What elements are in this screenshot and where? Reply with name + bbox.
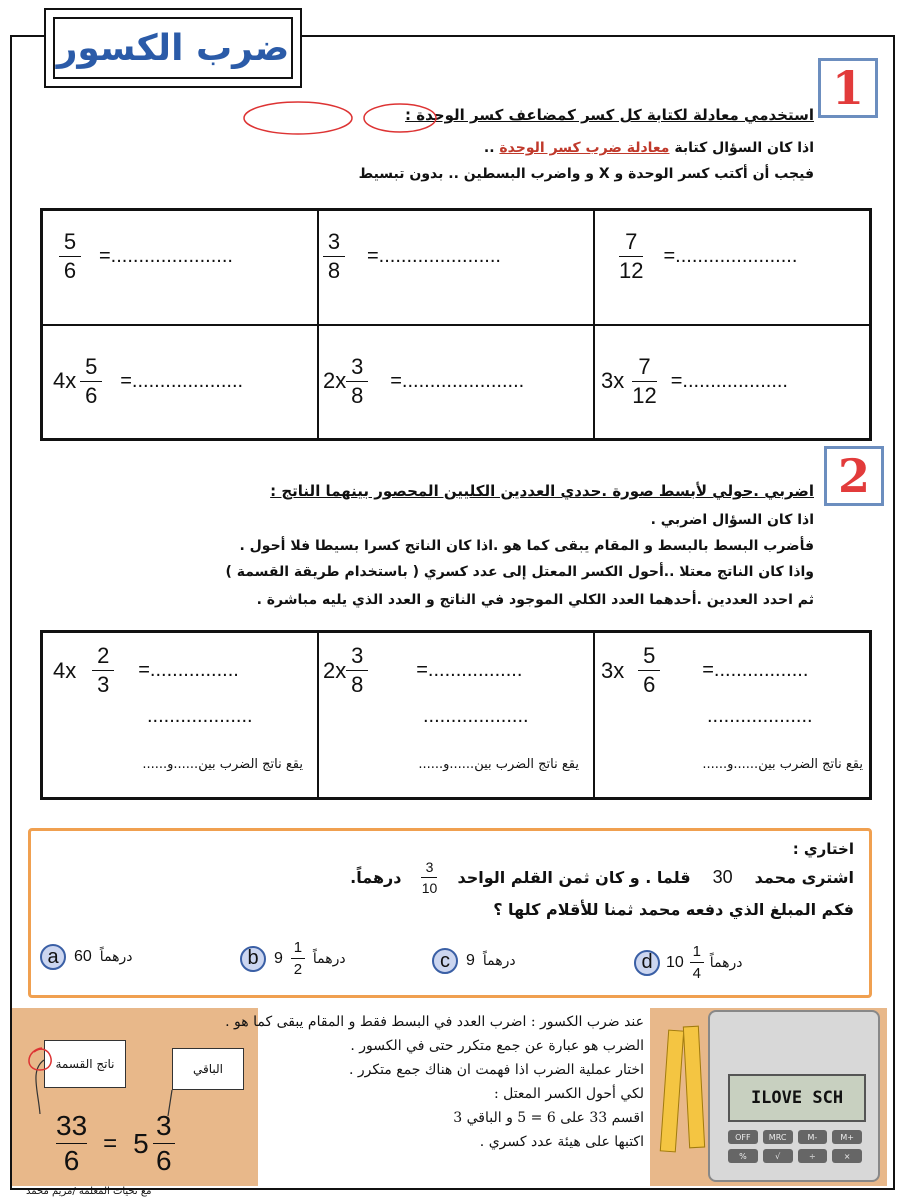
page-title: ضرب الكسور — [53, 17, 293, 79]
tip-line: اختار عملية الضرب اذا فهمت ان هناك جمع متكرر . — [348, 1062, 644, 1078]
answer-blank[interactable]: =...................... — [663, 245, 798, 267]
calculator-key: × — [832, 1149, 862, 1163]
table-cell — [318, 325, 594, 440]
multiplier: 3x — [601, 368, 625, 393]
tips-box — [225, 1008, 650, 1186]
tip-line: لكي أحول الكسر المعتل : — [493, 1086, 644, 1102]
option-b-unit: درهماً — [312, 950, 346, 967]
section-1-table — [40, 208, 872, 441]
option-a[interactable] — [40, 944, 133, 970]
mixed-number — [133, 1112, 175, 1175]
fraction: $\frac{7}{12}$ — [619, 229, 644, 283]
table-cell — [594, 632, 870, 798]
tip-line: عند ضرب الكسور : اضرب العدد في البسط فقط و المقام يبقى كما هو . — [225, 1014, 644, 1030]
multiplier: 4x — [53, 368, 77, 393]
tip-line: اقسم 33 على 6 = 5 و الباقي 3 — [453, 1110, 644, 1126]
answer-blank[interactable]: ................... — [147, 705, 253, 727]
price-fraction: $\frac{3}{10}$ — [421, 859, 438, 896]
section-2-line: اذا كان السؤال اضربي . — [650, 512, 814, 528]
calculator-key: M- — [798, 1130, 828, 1144]
between-statement: يقع ناتج الضرب بين......و...... — [702, 757, 863, 772]
tip-line: اكتبها على هيئة عدد كسري . — [479, 1134, 644, 1150]
option-d-circle[interactable]: d — [634, 950, 660, 976]
option-a-circle[interactable]: a — [40, 944, 66, 970]
multiplier: 2x — [323, 368, 347, 393]
table-cell — [42, 210, 318, 325]
section-2-line: ثم احدد العددين .أحدهما العدد الكلي الموجود في الناتج و العدد الذي يليه مباشرة . — [256, 592, 814, 608]
between-statement: يقع ناتج الضرب بين......و...... — [142, 757, 303, 772]
equals-sign: = — [103, 1129, 118, 1157]
section-2-table — [40, 630, 872, 800]
section-1-line-1 — [484, 140, 814, 156]
section-2-heading: اضربي .حولي لأبسط صورة .حددي العددين الكليين المحصور بينهما الناتج : — [270, 482, 814, 500]
footer-credit: مع تحيات المعلمة /مريم محمد — [26, 1186, 152, 1197]
example-arrows — [20, 1040, 200, 1120]
option-b-whole: 9 — [274, 949, 283, 967]
heading-ellipse-decoration — [230, 98, 500, 138]
tips-text — [225, 1010, 644, 1154]
option-a-value: 60 — [74, 948, 92, 965]
option-d-whole: 10 — [666, 953, 684, 971]
mixed-whole: 5 — [133, 1127, 149, 1159]
fraction: $\frac{7}{12}$ — [632, 353, 657, 408]
fraction: $\frac{5}{6}$ — [638, 645, 660, 696]
label-quotient: ناتج القسمة — [44, 1040, 126, 1088]
option-b[interactable] — [240, 940, 346, 977]
calculator-keys — [728, 1130, 862, 1163]
between-statement: يقع ناتج الضرب بين......و...... — [418, 757, 579, 772]
answer-blank[interactable]: =................ — [138, 659, 239, 681]
table-cell — [594, 325, 870, 440]
tip-line: الضرب هو عبارة عن جمع متكرر حتى في الكسور . — [350, 1038, 644, 1054]
calculator-image — [708, 1010, 880, 1182]
calculator-key: ÷ — [798, 1149, 828, 1163]
section-2-line: واذا كان الناتج معتلا ..أحول الكسر المعتل إلى عدد كسري ( باستخدام طريقة القسمة ) — [225, 564, 814, 580]
multiplier: 4x — [53, 657, 77, 683]
line1-post: .. — [483, 140, 500, 156]
multiplier: 3x — [601, 657, 625, 683]
example-conversion — [56, 1112, 175, 1175]
section-2-number: 2 — [824, 446, 884, 506]
option-d-fraction: $\frac{1}{4}$ — [690, 944, 704, 981]
answer-blank[interactable]: =................. — [702, 659, 809, 681]
answer-blank[interactable]: =................. — [416, 659, 523, 681]
calculator-key: M+ — [832, 1130, 862, 1144]
fraction: $\frac{3}{8}$ — [346, 645, 368, 696]
fraction: $\frac{3}{8}$ — [346, 356, 368, 407]
table-cell — [42, 632, 318, 798]
line1-pre: اذا كان السؤال كتابة — [669, 140, 814, 156]
q1-part-b: قلما . و كان ثمن القلم الواحد — [457, 868, 691, 887]
mcq-question-line-2: فكم المبلغ الذي دفعه محمد ثمنا للأقلام كلها ؟ — [493, 900, 854, 919]
calculator-key: √ — [763, 1149, 793, 1163]
table-cell — [42, 325, 318, 440]
q1-part-a: اشترى محمد — [754, 868, 854, 887]
answer-blank[interactable]: =...................... — [99, 245, 233, 267]
fraction: $\frac{5}{6}$ — [80, 356, 102, 407]
answer-blank[interactable]: =................... — [670, 369, 788, 392]
option-d[interactable] — [634, 944, 743, 981]
option-c-value: 9 — [466, 952, 475, 969]
option-c-unit: درهماً — [482, 953, 516, 969]
fraction: $\frac{3}{8}$ — [323, 231, 345, 282]
section-1-heading: استخدمي معادلة لكتابة كل كسر كمضاعف كسر الوحدة : — [405, 106, 814, 124]
fraction: $\frac{5}{6}$ — [59, 231, 81, 282]
improper-fraction: $\frac{33}{6}$ — [56, 1110, 88, 1176]
answer-blank[interactable]: =...................... — [367, 245, 501, 267]
calculator-key: MRC — [763, 1130, 793, 1144]
option-c[interactable] — [432, 948, 516, 974]
label-remainder: الباقي — [172, 1048, 244, 1090]
option-b-circle[interactable]: b — [240, 946, 266, 972]
line1-highlight: معادلة ضرب كسر الوحدة — [499, 140, 670, 156]
option-a-unit: درهماً — [99, 949, 133, 965]
answer-blank[interactable]: ................... — [707, 705, 813, 727]
table-cell — [318, 210, 594, 325]
table-cell — [594, 210, 870, 325]
q1-number: 30 — [712, 867, 733, 887]
answer-blank[interactable]: =...................... — [390, 369, 525, 392]
multiplier: 2x — [323, 657, 347, 683]
table-cell — [318, 632, 594, 798]
mcq-label: اختاري : — [792, 840, 854, 858]
q1-part-c: درهماً. — [350, 868, 402, 887]
option-c-circle[interactable]: c — [432, 948, 458, 974]
calculator-screen: ILOVE SCH — [728, 1074, 866, 1122]
section-1-number: 1 — [818, 58, 878, 118]
fraction: $\frac{2}{3}$ — [92, 645, 114, 696]
calculator-key: OFF — [728, 1130, 758, 1144]
answer-blank[interactable]: =.................... — [120, 369, 244, 392]
section-1-line-2: فيجب أن أكتب كسر الوحدة و X و واضرب البسطين .. بدون تبسيط — [358, 166, 814, 182]
option-b-fraction: $\frac{1}{2}$ — [291, 940, 305, 977]
mcq-question-line-1 — [350, 860, 854, 895]
title-box — [44, 8, 302, 88]
calculator-key: % — [728, 1149, 758, 1163]
answer-blank[interactable]: ................... — [423, 705, 529, 727]
mixed-fraction: $\frac{3}{6}$ — [153, 1112, 175, 1175]
option-d-unit: درهماً — [709, 954, 743, 971]
section-2-line: فأضرب البسط بالبسط و المقام يبقى كما هو .اذا كان الناتج كسرا بسيطا فلا أحول . — [239, 538, 814, 554]
